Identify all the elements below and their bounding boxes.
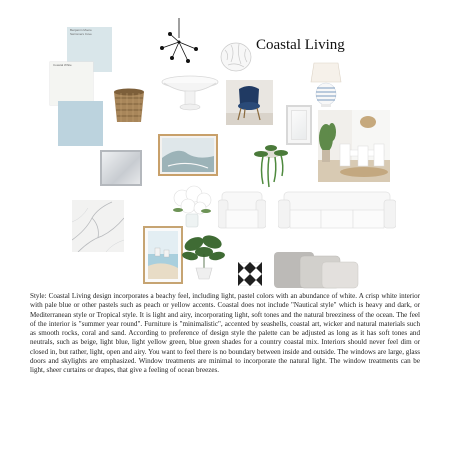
board-title: Coastal Living <box>256 37 345 53</box>
navy-accent-chair <box>226 80 273 125</box>
wicker-basket <box>112 86 146 124</box>
hydrangea-bouquet <box>170 184 214 228</box>
paint-swatch-2 <box>50 62 93 105</box>
grey-cushions <box>272 250 360 292</box>
white-slipcover-armchair <box>218 190 266 230</box>
striped-table-lamp <box>308 62 344 108</box>
style-description: Style: Coastal Living design incorporates a beachy feel, including light, pastel colors with an abundance of white. A crisp white interior with pale blue or other pastels such as peach or yellow accents. Coastal does not include "Nautical style" which is heavy and dark, or Mediterranean style or Tropical style. It is light and airy, incorporating light, soft tones and the natural breeziness of the ocean. The feel of the interior is "summer year round". Furniture is "minimalistic", accented by seashells, coastal art, wicker and natural materials such as smooth rocks, coral and sand. According to preference of design style the palette can be adjusted as long as it has soft tones and neutrals, such as beige, light blue, light yellow green, blue green shades for a country coastal mix. Interiors should never feel dim or closed in, but rather, light, open and airy. You want to feel there is no boundary between inside and outside. The windows are large, glass doors and skylights are emphasized. Window treatments are minimal to incorporate the natural light. The window treatments can be light, sheer curtains or drapes, that give a feeling of ocean breezes. <box>30 292 420 375</box>
white-slipcover-sofa <box>278 190 396 230</box>
white-pedestal-bowl <box>160 74 220 112</box>
black-white-tile <box>238 262 262 286</box>
swatch-label-2: Coastal White <box>53 63 72 67</box>
hanging-fern-plant <box>251 142 291 188</box>
silver-wall-mirror <box>100 150 142 186</box>
paper-pendant-lamp <box>219 40 253 74</box>
white-window-mirror <box>286 105 312 145</box>
sputnik-chandelier <box>158 18 200 64</box>
palm-leaf-plant <box>182 232 226 280</box>
paint-swatch-3 <box>58 101 103 146</box>
swatch-label-1: Benjamin Moore Swimmers Cove <box>70 28 92 36</box>
marble-sample <box>72 200 124 252</box>
coastal-dining-room <box>318 110 390 182</box>
beach-framed-print <box>143 226 183 284</box>
coastal-photo-print <box>158 134 218 176</box>
